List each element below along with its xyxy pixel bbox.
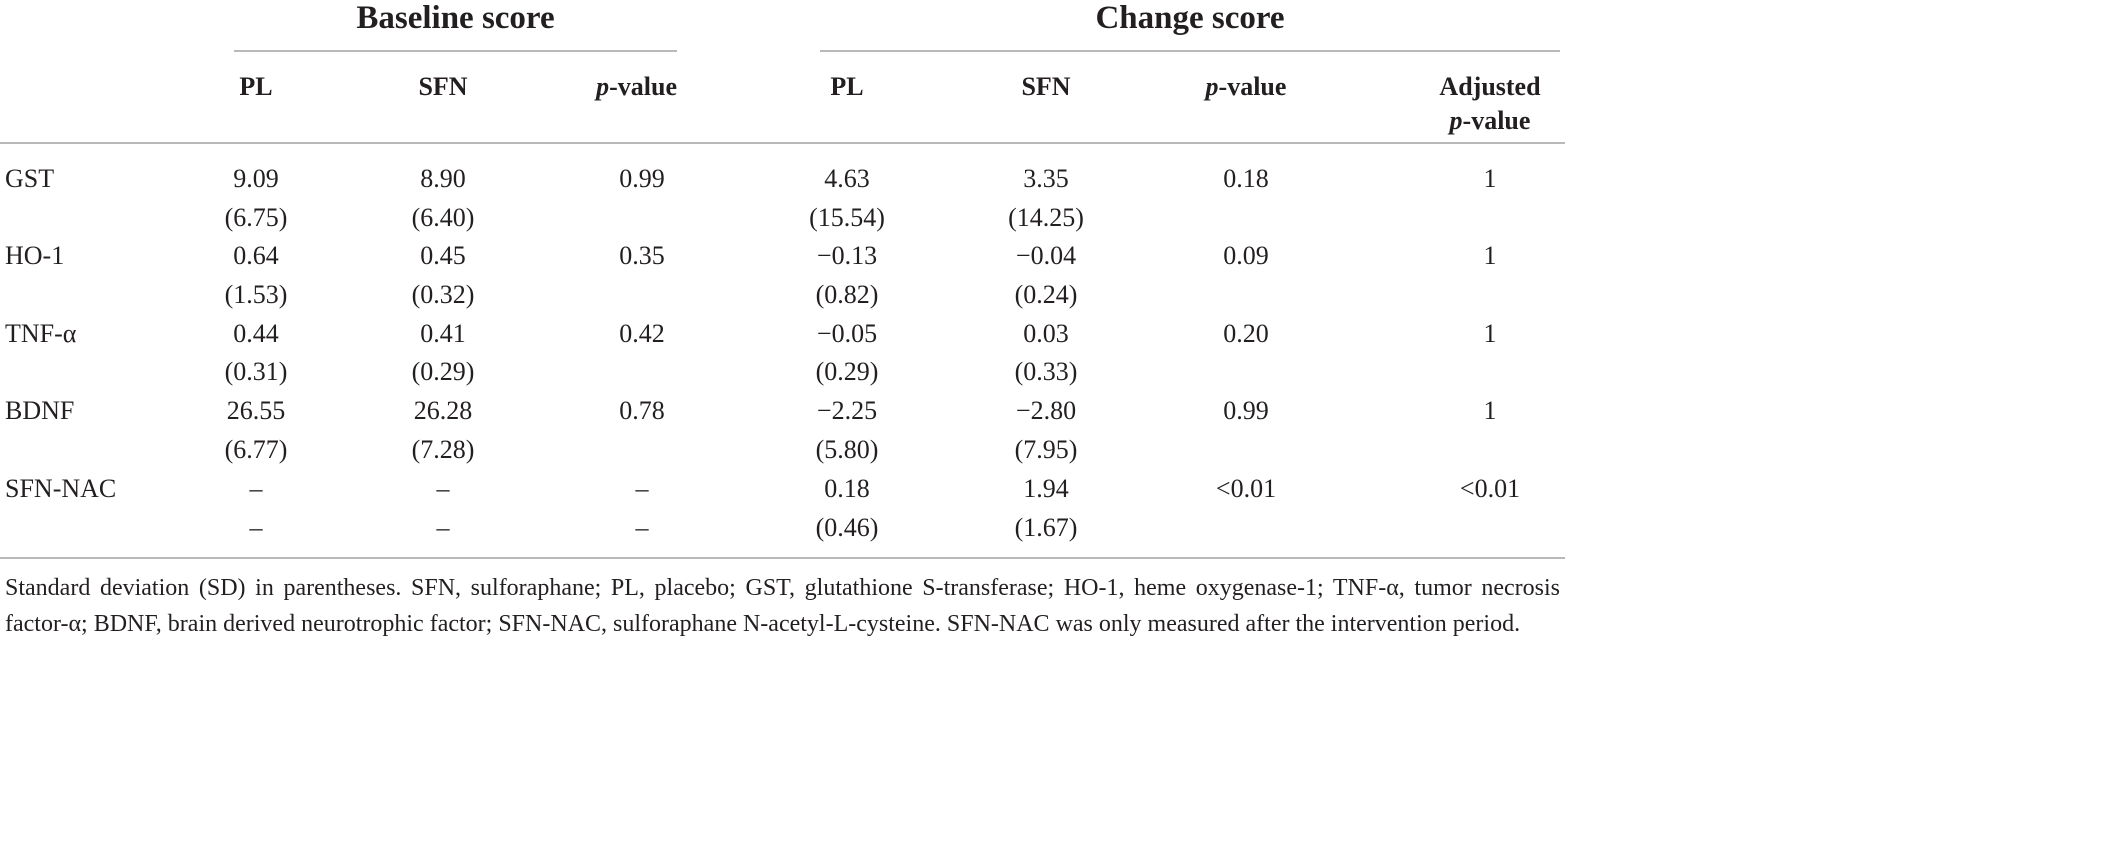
cell-gst-adjusted-p: 1	[1483, 164, 1497, 193]
cell-sfnnac-baseline-p: –	[635, 474, 649, 503]
cell-bdnf-change-pl: −2.25	[816, 396, 878, 425]
cell-gst-change-p: 0.18	[1223, 164, 1269, 193]
table-footnote: Standard deviation (SD) in parentheses. SFN, sulforaphane; PL, placebo; GST, glutathione S-transferase; HO-1, heme oxygenase-1; TNF-α, tumor necrosis factor-α; BDNF, brain derived neurotrophic factor; SFN-NAC, sulforaphane N-acetyl-L-cysteine. SFN-NAC was only measured after the intervention period.	[5, 575, 1560, 637]
sd-sfnnac-baseline-pl: –	[249, 513, 263, 542]
adjusted-p-value-label	[1420, 104, 1560, 138]
sd-bdnf-baseline-sfn: (7.28)	[411, 435, 475, 464]
cell-tnf-baseline-pl: 0.44	[233, 319, 279, 348]
adjusted-label: Adjusted	[1439, 72, 1541, 101]
row-label-bdnf: BDNF	[5, 396, 75, 425]
sd-ho1-baseline-pl: (1.53)	[224, 280, 288, 309]
p-italic: p	[596, 72, 610, 101]
sd-tnf-change-sfn: (0.33)	[1014, 357, 1078, 386]
sd-gst-baseline-pl: (6.75)	[224, 203, 288, 232]
sd-sfnnac-baseline-sfn: –	[436, 513, 450, 542]
cell-tnf-baseline-sfn: 0.41	[420, 319, 466, 348]
cell-bdnf-adjusted-p: 1	[1483, 396, 1497, 425]
table-bottom-rule	[0, 557, 1565, 559]
sd-tnf-baseline-pl: (0.31)	[224, 357, 288, 386]
header-bottom-rule	[0, 142, 1565, 144]
row-label-gst: GST	[5, 164, 55, 193]
cell-tnf-baseline-p: 0.42	[619, 319, 665, 348]
col-header-change-p-value	[1186, 70, 1306, 104]
sd-gst-baseline-sfn: (6.40)	[411, 203, 475, 232]
col-header-change-sfn: SFN	[1021, 72, 1071, 101]
cell-ho1-change-p: 0.09	[1223, 241, 1269, 270]
cell-bdnf-baseline-p: 0.78	[619, 396, 665, 425]
sd-sfnnac-baseline-p: –	[635, 513, 649, 542]
cell-gst-baseline-pl: 9.09	[233, 164, 279, 193]
col-header-baseline-p-value	[577, 70, 677, 104]
row-label-sfn-nac: SFN-NAC	[5, 474, 117, 503]
col-header-change-pl: PL	[830, 72, 864, 101]
cell-sfnnac-adjusted-p: <0.01	[1459, 474, 1521, 503]
p-value-suffix: -value	[1462, 106, 1531, 135]
cell-bdnf-baseline-sfn: 26.28	[413, 396, 473, 425]
cell-gst-baseline-p: 0.99	[619, 164, 665, 193]
cell-ho1-change-sfn: −0.04	[1015, 241, 1077, 270]
baseline-header-rule	[234, 50, 677, 52]
cell-bdnf-change-sfn: −2.80	[1015, 396, 1077, 425]
row-label-tnf-alpha: TNF-α	[5, 319, 77, 348]
cell-ho1-baseline-pl: 0.64	[233, 241, 279, 270]
col-header-baseline-pl: PL	[239, 72, 273, 101]
p-italic: p	[1205, 72, 1219, 101]
cell-bdnf-baseline-pl: 26.55	[226, 396, 286, 425]
sd-sfnnac-change-pl: (0.46)	[815, 513, 879, 542]
cell-sfnnac-change-p: <0.01	[1215, 474, 1277, 503]
cell-tnf-change-p: 0.20	[1223, 319, 1269, 348]
row-label-ho1: HO-1	[5, 241, 65, 270]
sd-tnf-baseline-sfn: (0.29)	[411, 357, 475, 386]
sd-bdnf-baseline-pl: (6.77)	[224, 435, 288, 464]
p-italic: p	[1449, 106, 1463, 135]
sd-bdnf-change-sfn: (7.95)	[1014, 435, 1078, 464]
baseline-score-header: Baseline score	[356, 0, 555, 36]
col-header-adjusted-p-value	[1420, 70, 1560, 138]
cell-gst-change-sfn: 3.35	[1023, 164, 1069, 193]
cell-ho1-baseline-p: 0.35	[619, 241, 665, 270]
cell-tnf-change-sfn: 0.03	[1023, 319, 1069, 348]
p-value-suffix: -value	[1218, 72, 1287, 101]
cell-ho1-adjusted-p: 1	[1483, 241, 1497, 270]
sd-sfnnac-change-sfn: (1.67)	[1014, 513, 1078, 542]
change-score-header: Change score	[1095, 0, 1285, 36]
col-header-baseline-sfn: SFN	[418, 72, 468, 101]
cell-ho1-baseline-sfn: 0.45	[420, 241, 466, 270]
cell-sfnnac-change-pl: 0.18	[824, 474, 870, 503]
sd-bdnf-change-pl: (5.80)	[815, 435, 879, 464]
change-header-rule	[820, 50, 1560, 52]
cell-bdnf-change-p: 0.99	[1223, 396, 1269, 425]
cell-tnf-adjusted-p: 1	[1483, 319, 1497, 348]
cell-sfnnac-change-sfn: 1.94	[1023, 474, 1069, 503]
sd-gst-change-sfn: (14.25)	[1008, 203, 1084, 232]
cell-ho1-change-pl: −0.13	[816, 241, 878, 270]
cell-gst-baseline-sfn: 8.90	[420, 164, 466, 193]
cell-sfnnac-baseline-pl: –	[249, 474, 263, 503]
sd-ho1-change-sfn: (0.24)	[1014, 280, 1078, 309]
p-value-suffix: -value	[609, 72, 677, 101]
sd-ho1-baseline-sfn: (0.32)	[411, 280, 475, 309]
cell-tnf-change-pl: −0.05	[816, 319, 878, 348]
sd-gst-change-pl: (15.54)	[809, 203, 885, 232]
cell-gst-change-pl: 4.63	[824, 164, 870, 193]
sd-ho1-change-pl: (0.82)	[815, 280, 879, 309]
sd-tnf-change-pl: (0.29)	[815, 357, 879, 386]
cell-sfnnac-baseline-sfn: –	[436, 474, 450, 503]
